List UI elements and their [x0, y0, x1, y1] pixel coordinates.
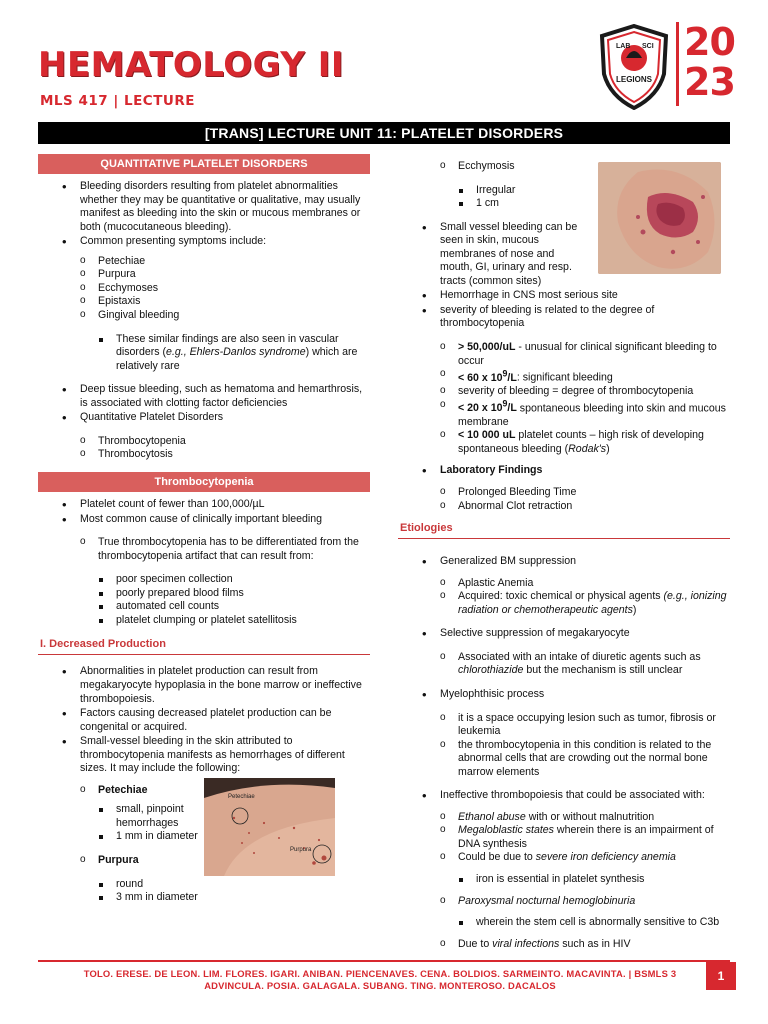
footer-authors [60, 968, 700, 992]
list-item: o Megaloblastic states wherein there is an impairment of DNA synthesis [398, 824, 730, 851]
photo-label-purpura: Purpura [290, 847, 312, 853]
list-item: • Ineffective thrombopoiesis that could be associated with: [398, 789, 730, 803]
list-item: o Paroxysmal nocturnal hemoglobinuria [398, 895, 730, 909]
list-item: o Thrombocytosis [38, 448, 370, 462]
symptom-list [38, 255, 370, 323]
list-item: o Gingival bleeding [38, 309, 370, 323]
list-item: These similar findings are also seen in vascular disorders (e.g., Ehlers-Danlos syndrome) which are relatively rare [38, 333, 370, 374]
year-top: 20 [684, 20, 735, 64]
section-decreased-production: I. Decreased Production [38, 637, 370, 655]
list-item: o > 50,000/uL - unusual for clinical significant bleeding to occur [398, 341, 730, 368]
list-item: poorly prepared blood films [38, 587, 370, 601]
logo-lab-text: LAB [616, 43, 631, 50]
list-item: o Ecchymosis [398, 160, 730, 174]
photo-label-petechiae: Petechiae [228, 794, 255, 800]
list-item: o Petechiae [38, 784, 370, 798]
list-item: 1 cm [398, 197, 730, 211]
list-item: o True thrombocytopenia has to be differentiated from the thrombocytopenia artifact that can result from: [38, 536, 370, 563]
list-item: o Abnormal Clot retraction [398, 500, 730, 514]
list-item: round [38, 878, 370, 892]
list-item: o Epistaxis [38, 295, 370, 309]
year-label [684, 22, 735, 102]
ineffective-items [398, 811, 730, 865]
logo-sci-text: SCI [642, 43, 654, 50]
petechiae-items [38, 803, 198, 844]
list-item: o Purpura [38, 854, 370, 868]
intro-list [38, 180, 370, 373]
ineffective-list [398, 789, 730, 803]
list-item: wherein the stem cell is abnormally sensitive to C3b [398, 916, 730, 930]
tcp-list [38, 498, 370, 627]
section-etiologies: Etiologies [398, 521, 730, 539]
list-item: • Common presenting symptoms include: o Petechiae o Purpura o Ecchymoses o Epistaxis o Gingival bleeding These similar findings are also seen in vascular disorders (e.g., Ehlers-Danlos syndrome) which are relatively rare [38, 235, 370, 373]
list-item: o Associated with an intake of diuretic agents such as chlorothiazide but the mechanism is still unclear [398, 651, 730, 678]
footer-divider [38, 960, 730, 962]
list-item: small, pinpoint hemorrhages [38, 803, 198, 830]
list-item: o Ethanol abuse with or without malnutrition [398, 811, 730, 825]
doc-subtitle: MLS 417 | LECTURE [40, 93, 195, 109]
year-divider [676, 22, 679, 106]
list-item: o Could be due to severe iron deficiency anemia [398, 851, 730, 865]
disorder-list [38, 435, 370, 462]
list-item: o Due to viral infections such as in HIV [398, 938, 730, 952]
dp-list [38, 665, 370, 775]
section-thrombocytopenia: Thrombocytopenia [38, 472, 370, 492]
section-quantitative: QUANTITATIVE PLATELET DISORDERS [38, 154, 370, 174]
logo-legions-text: LEGIONS [615, 75, 653, 84]
list-item: • Hemorrhage in CNS most serious site [398, 289, 730, 303]
list-item: • Platelet count of fewer than 100,000/µL [38, 498, 370, 512]
lab-sci-legions-logo [598, 24, 670, 110]
list-item: o Prolonged Bleeding Time [398, 486, 730, 500]
list-item: o Petechiae [38, 255, 370, 269]
vascular-note-list [38, 333, 370, 374]
viral-list [398, 938, 730, 952]
myelo-list [398, 688, 730, 702]
bm-list [398, 555, 730, 569]
list-item: o severity of bleeding = degree of thrombocytopenia [398, 385, 730, 399]
list-item: • Deep tissue bleeding, such as hematoma and hemarthrosis, is associated with clotting factor deficiencies [38, 383, 370, 410]
list-item: o Thrombocytopenia [38, 435, 370, 449]
footer-line1: TOLO. ERESE. DE LEON. LIM. FLORES. IGARI. ANIBAN. PIENCENAVES. CENA. BOLDIOS. SARMEINTO. MACAVINTA. [83, 968, 626, 979]
list-item: Irregular [398, 184, 730, 198]
list-item: poor specimen collection [38, 573, 370, 587]
list-item: • Small vessel bleeding can be seen in skin, mucous membranes of nose and mouth, GI, urinary and resp. tracts (common sites) [398, 221, 586, 289]
list-item: o < 20 x $10^9/L$ spontaneous bleeding into skin and mucous membrane [398, 399, 730, 430]
tcp-true-list [38, 536, 370, 563]
list-item: o Acquired: toxic chemical or physical agents (e.g., ionizing radiation or chemotherapeutic agents) [398, 590, 730, 617]
list-item: automated cell counts [38, 600, 370, 614]
list-item: 3 mm in diameter [38, 891, 370, 905]
list-item: • Factors causing decreased platelet production can be congenital or acquired. [38, 707, 370, 734]
lab-findings-list [398, 464, 730, 478]
pnh-list [398, 895, 730, 909]
selective-list [398, 627, 730, 641]
severity-list [398, 341, 730, 456]
list-item: • Most common cause of clinically important bleeding o True thrombocytopenia has to be differentiated from the thrombocytopenia artifact that can result from: poor specimen collection poorly prepared blood films automated cell counts platelet clumping or platelet satellitosis [38, 513, 370, 628]
myelo-items [398, 712, 730, 780]
deep-list [38, 383, 370, 462]
lecture-banner: [TRANS] LECTURE UNIT 11: PLATELET DISORDERS [38, 122, 730, 144]
page-number: 1 [706, 962, 736, 990]
right-column [398, 160, 730, 957]
list-item: • Myelophthisic process [398, 688, 730, 702]
petechiae-purpura-photo [204, 778, 335, 876]
list-item: o it is a space occupying lesion such as tumor, fibrosis or leukemia [398, 712, 730, 739]
footer-line2: ADVINCULA. POSIA. GALAGALA. SUBANG. TING. MONTEROSO. DACALOS [204, 980, 556, 991]
selective-items [398, 651, 730, 678]
bm-items [398, 577, 730, 618]
list-item: o < 60 x $10^9/L$: significant bleeding [398, 368, 730, 385]
list-item: • Laboratory Findings [398, 464, 730, 478]
ecchymosis-photo [598, 162, 721, 274]
lab-items [398, 486, 730, 513]
list-item: iron is essential in platelet synthesis [398, 873, 730, 887]
list-item: o Aplastic Anemia [398, 577, 730, 591]
year-bottom: 23 [684, 60, 735, 104]
pnh-items [398, 916, 730, 930]
purpura-items [38, 878, 370, 905]
doc-title: HEMATOLOGY II [38, 45, 345, 85]
list-item: o the thrombocytopenia in this condition is related to the abnormal cells that are crowding out the normal bone marrow elements [398, 739, 730, 780]
list-item: o < 10 000 uL platelet counts – high risk of developing spontaneous bleeding (Rodak's) [398, 429, 730, 456]
list-item: • Selective suppression of megakaryocyte [398, 627, 730, 641]
list-item: platelet clumping or platelet satellitosis [38, 614, 370, 628]
artifact-list [38, 573, 370, 627]
list-item: • severity of bleeding is related to the degree of thrombocytopenia [398, 304, 730, 331]
list-item: • Generalized BM suppression [398, 555, 730, 569]
list-item: • Bleeding disorders resulting from platelet abnormalities whether they may be quantitative or qualitative, may usually manifest as bleeding into the skin or mucous membranes or both (mucocutaneous bleeding). [38, 180, 370, 234]
list-item: 1 mm in diameter [38, 830, 198, 844]
list-item: o Purpura [38, 268, 370, 282]
footer-class: | BSMLS 3 [628, 968, 677, 979]
iron-list [398, 873, 730, 887]
list-item: • Abnormalities in platelet production can result from megakaryocyte hypoplasia in the bone marrow or ineffective thrombopoiesis. [38, 665, 370, 706]
list-item: o Ecchymoses [38, 282, 370, 296]
list-item: • Quantitative Platelet Disorders o Thrombocytopenia o Thrombocytosis [38, 411, 370, 462]
list-item: • Small-vessel bleeding in the skin attributed to thrombocytopenia manifests as hemorrhages of different sizes. It may include the following: [38, 735, 370, 776]
